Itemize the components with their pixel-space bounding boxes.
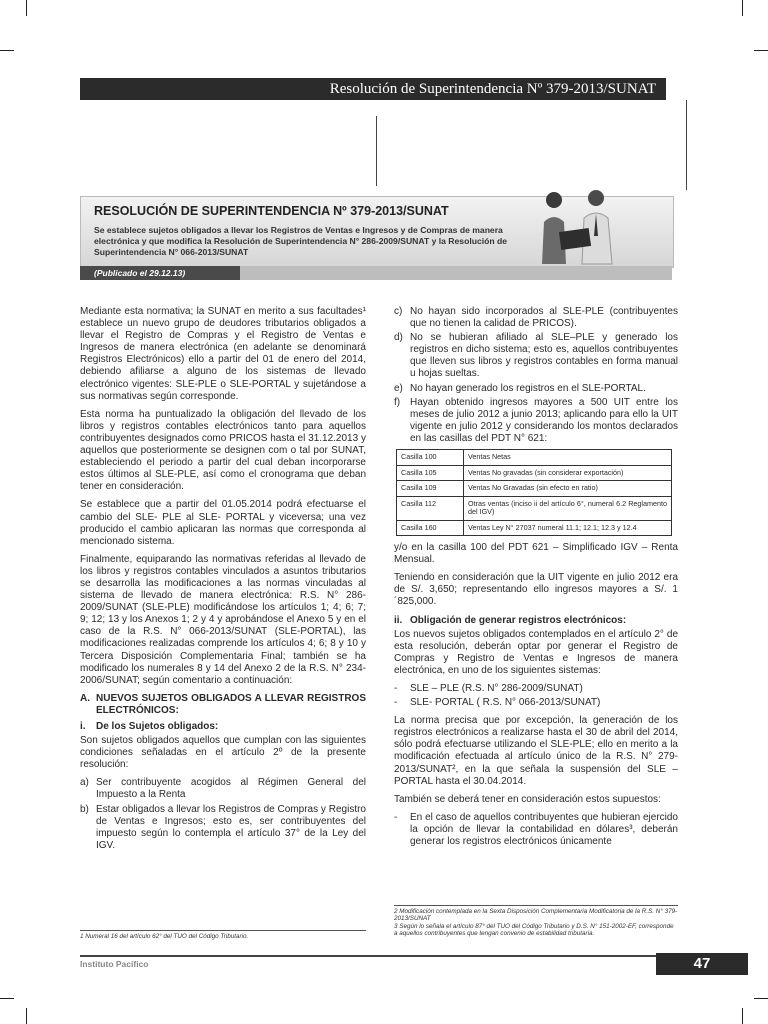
list-marker: f) (394, 396, 401, 408)
list-item (394, 697, 678, 709)
crop-mark (0, 50, 14, 51)
paragraph: La norma precisa que por excepción, la generación de los registros electrónicos a realizarse hasta el 30 de abril del 2014, sólo podrá efectuarse utilizando el SLE-PLE; ello en merito a la modificación efectuada al artículo único de la R.S. N° 279-2013/SUNAT², en la que señala la suspensión del SLE – PORTAL hasta el 30.04.2014. (394, 715, 678, 787)
list-marker: - (394, 682, 398, 694)
heading-text: De los Sujetos obligados: (96, 721, 219, 732)
table-cell: Ventas Netas (464, 450, 672, 466)
list-text: Ser contribuyente acogidos al Régimen General del Impuesto a la Renta (96, 777, 366, 801)
list-item (394, 332, 678, 380)
table-cell: Ventas No Gravadas (sin efecto en ratio) (464, 481, 672, 497)
list-text: SLE- PORTAL ( R.S. N° 066-2013/SUNAT) (410, 697, 601, 709)
table-cell: Casilla 109 (397, 481, 464, 497)
paragraph: También se deberá tener en consideración estos supuestos: (394, 793, 661, 805)
section-heading-i (80, 721, 366, 733)
divider (686, 100, 687, 190)
list-item (80, 804, 366, 852)
list-item (394, 383, 678, 395)
table-row (397, 450, 672, 466)
table-cell: Ventas No gravadas (sin considerar exportación) (464, 465, 672, 481)
left-column (80, 306, 366, 854)
list-item (80, 777, 366, 801)
paragraph: y/o en la casilla 100 del PDT 621 – Simplificado IGV – Renta Mensual. (394, 542, 678, 566)
list-text: En el caso de aquellos contribuyentes que hubieran ejercido la opción de llevar la contabilidad en dólares³, deberán generar los registros electrónicos únicamente (410, 811, 678, 847)
crop-mark (742, 0, 743, 16)
list-item (394, 683, 678, 695)
footnote-3: 3 Según lo señala el artículo 87° del TUO del Código Tributario y D.S. N° 151-2002-EF, corresponde a aquellos contribuyentes que tengan convenio de estabilidad tributaria. (394, 922, 674, 937)
list-marker: b) (80, 803, 89, 815)
list-text: Hayan obtenido ingresos mayores a 500 UIT entre los meses de julio 2012 a junio 2013; aplicando para ello la UIT vigente en julio 2012 y considerando los montos declarados en las casillas del PDT N° 621: (410, 396, 678, 444)
heading-marker: ii. (394, 614, 403, 626)
footnote-2: 2 Modificación contemplada en la Sexta Disposición Complementaria Modificatoria de la R.S. N° 379-2013/SUNAT (394, 908, 678, 923)
table-cell: Casilla 100 (397, 450, 464, 466)
crop-mark (742, 1008, 743, 1024)
footnote-1: 1 Numeral 16 del artículo 62° del TUO del Código Tributario. (80, 930, 366, 940)
paragraph: Los nuevos sujetos obligados contemplados en el artículo 2° de esta resolución, deberán optar por generar el Registro de Compras y Registro de Ventas e Ingresos de manera electrónica, en uno de los siguientes sistemas: (394, 628, 678, 676)
heading-marker: i. (80, 721, 86, 732)
paragraph: Esta norma ha puntualizado la obligación del llevado de los libros y registros contables electrónicos tanto para aquellos contribuyentes designados como PRICOS hasta el 31.12.2013 y aquellos que posteriormente se designen com o tal por SUNAT, estableciendo el periodo a partir del cual deban incorporarse estos últimos al SLE-PLE, así como el cronograma que deban tener en consideración. (80, 408, 366, 493)
table-cell: Otras ventas (inciso ii del artículo 6°, numeral 6.2 Reglamento del IGV) (464, 496, 672, 520)
heading-text: NUEVOS SUJETOS OBLIGADOS A LLEVAR REGISTROS ELECTRÓNICOS: (96, 692, 366, 716)
crop-mark (754, 998, 768, 999)
footnotes-right (394, 905, 678, 937)
crop-mark (26, 1008, 27, 1024)
table-row (397, 520, 672, 536)
running-header: Resolución de Superintendencia Nº 379-2013/SUNAT (80, 78, 666, 100)
list-marker: c) (394, 306, 403, 317)
people-illustration (512, 186, 632, 266)
list-marker: - (394, 697, 398, 709)
section-heading-ii (394, 615, 678, 627)
paragraph: Son sujetos obligados aquellos que cumplan con las siguientes condiciones señaladas en el artículo 2º de la presente resolución: (80, 735, 366, 771)
page-number: 47 (656, 953, 748, 975)
paragraph: Finalmente, equiparando las normativas referidas al llevado de los libros y registros contables vinculados a asuntos tributarios se desarrolla las modificaciones a las normas vinculadas al sistema de llevado de manera electrónica: R.S. N° 286-2009/SUNAT (SLE-PLE) modificándose los artículos 1; 4; 6; 7; 9; 12; 13 y los Anexos 1; 2 y 4 y aprobándose el Anexo 5 y en el caso de la R.S. N° 066-2013/SUNAT (SLE-PORTAL), las modificaciones realizadas comprende los artículos 4; 6; 8 y 10 y Tercera Disposición Complementaria Final; también se ha modificado los numerales 8 y 14 del Anexo 2 de la R.S. N° 234-2006/SUNAT; según comentario a continuación: (80, 553, 366, 686)
list-text: No hayan sido incorporados al SLE-PLE (contribuyentes que no tienen la calidad de PRICOS). (410, 306, 678, 330)
list-marker: - (394, 811, 398, 823)
table-cell: Casilla 112 (397, 496, 464, 520)
table-row (397, 496, 672, 520)
table-cell: Casilla 160 (397, 520, 464, 536)
divider (376, 116, 377, 186)
list-text: No se hubieran afiliado al SLE–PLE y generado los registros en dicho sistema; esto es, aquellos contribuyentes que lleven sus libros y registros contables en forma manual u hojas sueltas. (410, 332, 678, 380)
crop-mark (26, 0, 27, 16)
paragraph: Mediante esta normativa; la SUNAT en merito a sus facultades¹ establece un nuevo grupo de deudores tributarios obligados a llevar el Registro de Compras y el Registro de Ventas e Ingresos de manera electrónica (en adelante se denominará Registros Electrónicos) ello a partir del 01 de enero del 2014, debiendo afiliarse a alguno de los sistemas de llevado electrónico vigentes: SLE-PLE o SLE-PORTAL y sujetándose a sus normativas según corresponde. (80, 306, 366, 402)
publisher-name: Instituto Pacífico (80, 959, 149, 969)
publication-date: (Publicado el 29.12.13) (80, 266, 240, 280)
footer-rule (80, 955, 656, 957)
crop-mark (754, 50, 768, 51)
list-item (394, 812, 678, 848)
list-marker: d) (394, 332, 403, 344)
list-item (394, 306, 678, 330)
resolution-summary: Se establece sujetos obligados a llevar los Registros de Ventas e Ingresos y de Compras de manera electrónica y que modifica la Resolución de Superintendencia N° 286-2009/SUNAT y la Resolución de Superintendencia N° 066-2013/SUNAT (94, 225, 508, 257)
list-text: Estar obligados a llevar los Registros de Compras y Registro de Ventas e Ingresos; esto es, ser contribuyentes del impuesto según lo contempla el artículo 37° de la Ley del IGV. (96, 803, 366, 851)
table-cell: Casilla 105 (397, 465, 464, 481)
resolution-title: RESOLUCIÓN DE SUPERINTENDENCIA Nº 379-2013/SUNAT (94, 204, 449, 218)
table-row (397, 465, 672, 481)
table-cell: Ventas Ley N° 27037 numeral 11.1; 12.1; 12.3 y 12.4 (464, 520, 672, 536)
list-marker: e) (394, 382, 403, 394)
heading-text: Obligación de generar registros electrónicos: (410, 614, 627, 626)
list-marker: a) (80, 777, 89, 789)
crop-mark (0, 998, 14, 999)
heading-marker: A. (80, 692, 90, 704)
paragraph: Se establece que a partir del 01.05.2014 podrá efectuarse el cambio del SLE- PLE al SLE- PORTAL y viceversa; una vez producido el cambio aplicaran las normas que corresponda al mencionado sistema. (80, 499, 366, 547)
right-column (394, 306, 678, 850)
list-text: No hayan generado los registros en el SLE-PORTAL. (410, 382, 646, 394)
list-item (394, 397, 678, 445)
list-text: SLE – PLE (R.S. N° 286-2009/SUNAT) (410, 682, 583, 694)
section-heading-a (80, 693, 366, 717)
paragraph: Teniendo en consideración que la UIT vigente en julio 2012 era de S/. 3,650; representando ello ingresos mayores a S/. 1´825,000. (394, 572, 678, 608)
table-row (397, 481, 672, 497)
pdt-boxes-table (396, 449, 672, 536)
